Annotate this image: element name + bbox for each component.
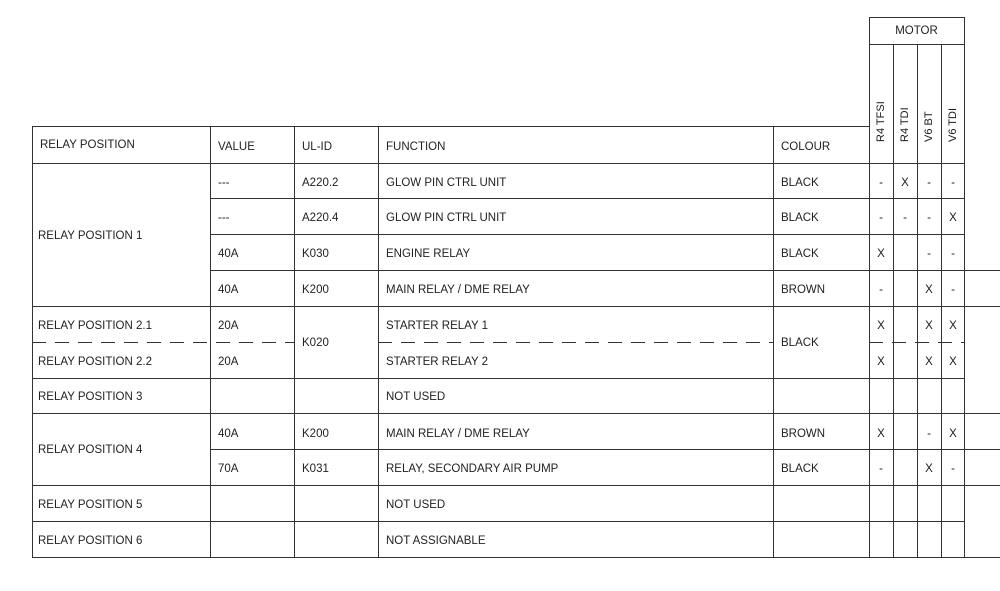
- motor-label: R4 TDI: [899, 107, 911, 142]
- relay-position-1-label: RELAY POSITION 1: [38, 230, 143, 242]
- motor-mark: -: [951, 284, 955, 296]
- motor-mark: -: [879, 284, 883, 296]
- cell-ul-id: A220.2: [302, 177, 339, 189]
- cell-value: ---: [218, 212, 230, 224]
- cell-function: MAIN RELAY / DME RELAY: [386, 428, 530, 440]
- cell-ul-id: K031: [302, 463, 329, 475]
- relay-position-3-label: RELAY POSITION 3: [38, 391, 143, 403]
- motor-mark: X: [949, 428, 957, 440]
- motor-label: V6 TDI: [947, 107, 959, 142]
- cell-ul-id: K030: [302, 248, 329, 260]
- motor-column-r4-tdi: [893, 40, 917, 160]
- relay-position-5-label: RELAY POSITION 5: [38, 499, 143, 511]
- cell-colour: BLACK: [781, 463, 819, 475]
- cell-function: STARTER RELAY 1: [386, 320, 489, 332]
- relay-position-4-label: RELAY POSITION 4: [38, 444, 143, 456]
- cell-colour: BLACK: [781, 177, 819, 189]
- motor-mark: -: [951, 248, 955, 260]
- colour-merged-black: BLACK: [781, 337, 819, 349]
- cell-function: RELAY, SECONDARY AIR PUMP: [386, 463, 559, 475]
- relay-position-2-2-label: RELAY POSITION 2.2: [38, 356, 152, 368]
- motor-mark: X: [925, 463, 933, 475]
- cell-value: 40A: [218, 248, 239, 260]
- motor-mark: -: [879, 463, 883, 475]
- motor-mark: X: [949, 356, 957, 368]
- cell-value: 20A: [218, 356, 239, 368]
- motor-mark: X: [901, 177, 909, 189]
- relay-position-6-label: RELAY POSITION 6: [38, 535, 143, 547]
- motor-mark: X: [925, 284, 933, 296]
- cell-function: GLOW PIN CTRL UNIT: [386, 177, 507, 189]
- cell-value: 40A: [218, 428, 239, 440]
- motor-mark: -: [927, 248, 931, 260]
- cell-value: 40A: [218, 284, 239, 296]
- motor-mark: -: [879, 177, 883, 189]
- cell-function: NOT USED: [386, 391, 446, 403]
- motor-mark: -: [951, 463, 955, 475]
- motor-mark: X: [925, 320, 933, 332]
- cell-ul-id: K200: [302, 284, 329, 296]
- cell-ul-id: K200: [302, 428, 329, 440]
- cell-value: 70A: [218, 463, 239, 475]
- cell-function: ENGINE RELAY: [386, 248, 471, 260]
- motor-mark: X: [877, 428, 885, 440]
- cell-function: GLOW PIN CTRL UNIT: [386, 212, 507, 224]
- motor-group-header: MOTOR: [895, 25, 938, 37]
- motor-mark: -: [951, 177, 955, 189]
- header-function: FUNCTION: [386, 141, 446, 153]
- ul-id-merged-k020: K020: [302, 337, 329, 349]
- motor-mark: X: [877, 356, 885, 368]
- motor-label: V6 BT: [923, 111, 935, 142]
- relay-position-2-1-label: RELAY POSITION 2.1: [38, 320, 152, 332]
- motor-mark: X: [877, 248, 885, 260]
- cell-value: ---: [218, 177, 230, 189]
- motor-mark: X: [925, 356, 933, 368]
- header-ul-id: UL-ID: [302, 141, 333, 153]
- motor-mark: X: [949, 320, 957, 332]
- motor-column-v6-tdi: [941, 40, 965, 160]
- motor-column-r4-tfsi: [869, 40, 893, 160]
- cell-colour: BLACK: [781, 248, 819, 260]
- cell-value: 20A: [218, 320, 239, 332]
- motor-mark: -: [927, 177, 931, 189]
- motor-mark: -: [879, 212, 883, 224]
- cell-function: MAIN RELAY / DME RELAY: [386, 284, 530, 296]
- cell-colour: BROWN: [781, 284, 826, 296]
- cell-function: STARTER RELAY 2: [386, 356, 489, 368]
- header-colour: COLOUR: [781, 141, 831, 153]
- cell-function: NOT USED: [386, 499, 446, 511]
- cell-function: NOT ASSIGNABLE: [386, 535, 486, 547]
- motor-mark: -: [927, 212, 931, 224]
- cell-ul-id: A220.4: [302, 212, 339, 224]
- motor-mark: -: [903, 212, 907, 224]
- motor-label: R4 TFSI: [875, 101, 887, 142]
- motor-mark: X: [949, 212, 957, 224]
- motor-mark: X: [877, 320, 885, 332]
- header-relay-position: RELAY POSITION: [40, 139, 135, 151]
- motor-mark: -: [927, 428, 931, 440]
- header-value: VALUE: [218, 141, 255, 153]
- motor-column-v6-bt: [917, 40, 941, 160]
- cell-colour: BLACK: [781, 212, 819, 224]
- cell-colour: BROWN: [781, 428, 826, 440]
